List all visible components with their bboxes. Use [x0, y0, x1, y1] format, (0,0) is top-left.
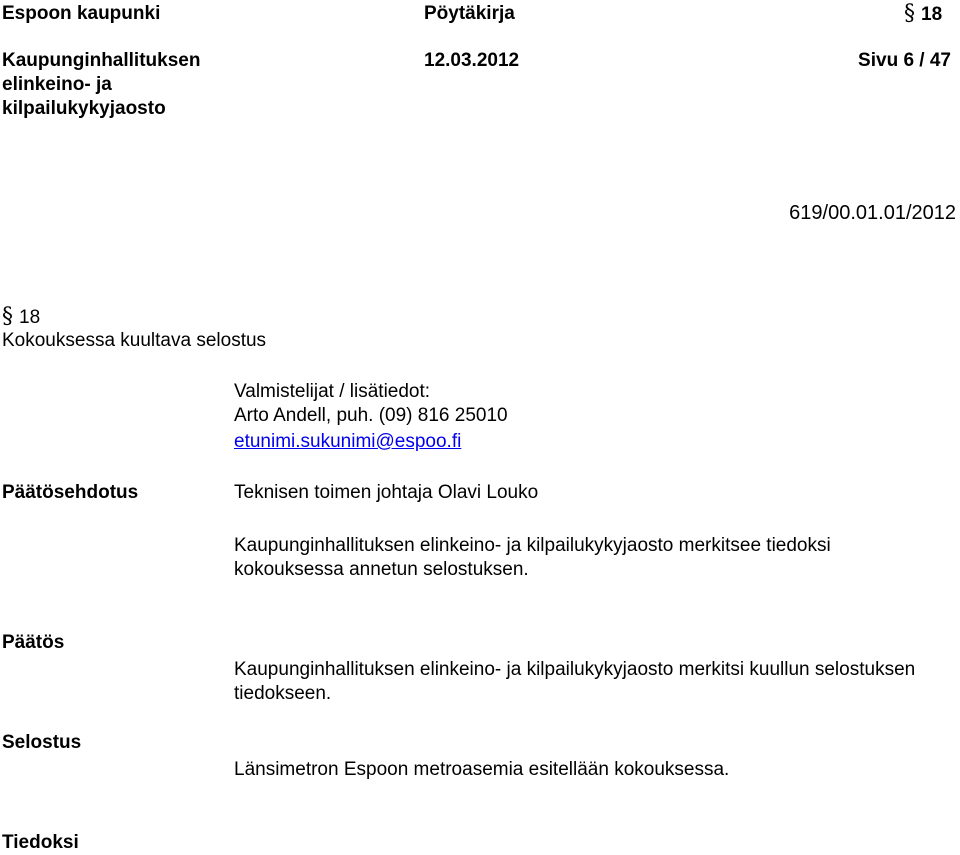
- page-number: Sivu 6 / 47: [858, 50, 951, 71]
- description-text: Länsimetron Espoon metroasemia esitellään kokouksessa.: [234, 759, 730, 780]
- committee-name-line2: elinkeino- ja: [2, 74, 112, 95]
- decision-text: Kaupunginhallituksen elinkeino- ja kilpailukykyjaosto merkitsi kuullun selostuksen tiedokseen.: [234, 659, 916, 704]
- contact-heading: Valmistelijat / lisätiedot:: [234, 381, 431, 402]
- item-title: Kokouksessa kuultava selostus: [2, 330, 267, 351]
- organization-name: Espoon kaupunki: [2, 3, 161, 24]
- proposal-text: Kaupunginhallituksen elinkeino- ja kilpailukykyjaosto merkitsee tiedoksi kokouksessa annetun selostuksen.: [234, 535, 831, 580]
- committee-name-line1: Kaupunginhallituksen: [2, 50, 201, 71]
- proposal-proposer: Teknisen toimen johtaja Olavi Louko: [234, 482, 539, 503]
- header-section-number-value: 18: [921, 4, 943, 25]
- proposal-label: Päätösehdotus: [2, 482, 139, 503]
- decision-label: Päätös: [2, 632, 65, 653]
- committee-name-line3: kilpailukykyjaosto: [2, 98, 166, 119]
- meeting-date: 12.03.2012: [424, 50, 520, 71]
- header-section-number: [904, 2, 942, 27]
- item-number-value: 18: [19, 307, 41, 328]
- contact-email-link[interactable]: etunimi.sukunimi@espoo.fi: [234, 431, 462, 452]
- case-number: 619/00.01.01/2012: [789, 202, 956, 224]
- contact-person: Arto Andell, puh. (09) 816 25010: [234, 405, 508, 426]
- item-number: [2, 305, 40, 330]
- section-icon: §: [2, 304, 13, 329]
- description-label: Selostus: [2, 732, 82, 753]
- footer-label: Tiedoksi: [2, 832, 79, 853]
- section-icon: §: [904, 1, 915, 26]
- document-type: Pöytäkirja: [424, 3, 515, 24]
